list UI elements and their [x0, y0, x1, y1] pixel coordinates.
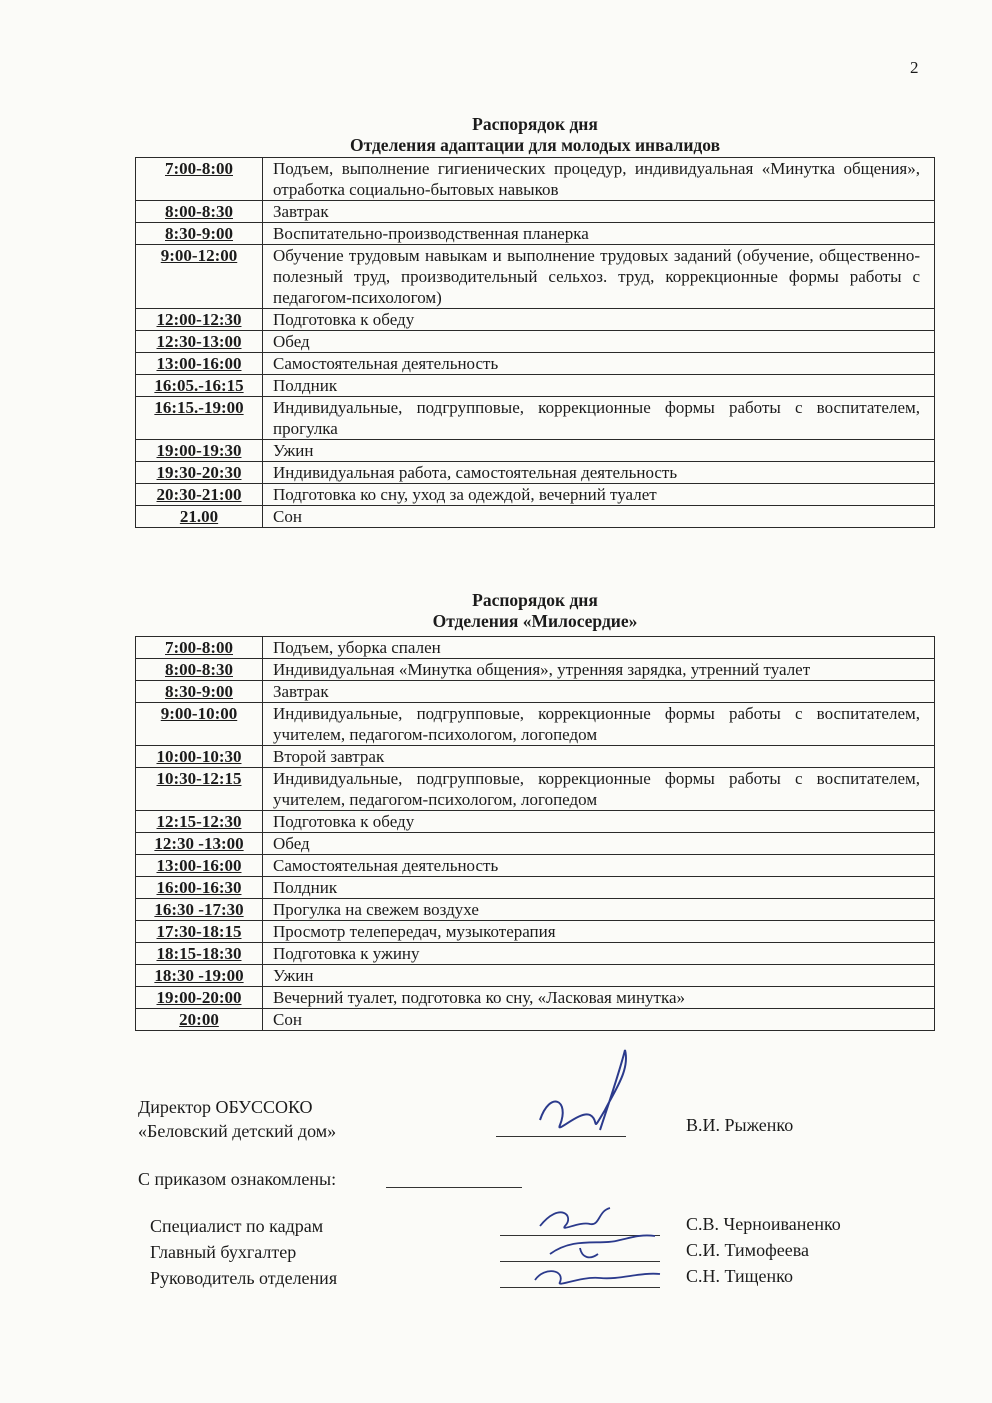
activity-cell: Полдник — [263, 877, 935, 899]
table-row — [136, 397, 935, 440]
table-row — [136, 768, 935, 811]
activity-cell: Самостоятельная деятельность — [263, 353, 935, 375]
time-cell: 18:15-18:30 — [136, 943, 263, 965]
time-cell: 8:00-8:30 — [136, 659, 263, 681]
schedule1-title-line1: Распорядок дня — [472, 114, 598, 134]
table-row — [136, 462, 935, 484]
table-row — [136, 637, 935, 659]
table-row — [136, 877, 935, 899]
activity-cell: Ужин — [263, 965, 935, 987]
table-row — [136, 746, 935, 768]
activity-cell: Обед — [263, 331, 935, 353]
activity-cell: Завтрак — [263, 201, 935, 223]
time-cell: 12:30 -13:00 — [136, 833, 263, 855]
time-cell: 12:30-13:00 — [136, 331, 263, 353]
time-cell: 18:30 -19:00 — [136, 965, 263, 987]
table-row — [136, 855, 935, 877]
director-signature — [530, 1040, 640, 1140]
table-row — [136, 965, 935, 987]
director-title-line1: Директор ОБУССОКО — [138, 1097, 313, 1117]
activity-cell: Подготовка к обеду — [263, 309, 935, 331]
table-row — [136, 375, 935, 397]
table-row — [136, 811, 935, 833]
schedule2-title-line2: Отделения «Милосердие» — [432, 611, 638, 631]
table-row — [136, 353, 935, 375]
time-cell: 7:00-8:00 — [136, 637, 263, 659]
staff-role-accountant: Главный бухгалтер — [150, 1242, 297, 1262]
table-row — [136, 899, 935, 921]
table-row — [136, 921, 935, 943]
time-cell: 19:00-19:30 — [136, 440, 263, 462]
table-row — [136, 943, 935, 965]
activity-cell: Обучение трудовым навыкам и выполнение трудовых заданий (обучение, общественно-полезный труд, производительный сельхоз. труд, коррекционные формы работы с педагогом-психологом) — [263, 245, 935, 309]
schedule2-title-line1: Распорядок дня — [472, 590, 598, 610]
page-number: 2 — [910, 58, 919, 77]
time-cell: 9:00-10:00 — [136, 703, 263, 746]
activity-cell: Подъем, выполнение гигиенических процедур, индивидуальная «Минутка общения», отработка социально-бытовых навыков — [263, 158, 935, 201]
activity-cell: Второй завтрак — [263, 746, 935, 768]
activity-cell: Подготовка ко сну, уход за одеждой, вечерний туалет — [263, 484, 935, 506]
director-title-line2: «Беловский детский дом» — [138, 1121, 337, 1141]
time-cell: 16:15.-19:00 — [136, 397, 263, 440]
time-cell: 10:30-12:15 — [136, 768, 263, 811]
activity-cell: Просмотр телепередач, музыкотерапия — [263, 921, 935, 943]
activity-cell: Индивидуальная «Минутка общения», утренняя зарядка, утренний туалет — [263, 659, 935, 681]
table-row — [136, 440, 935, 462]
time-cell: 8:00-8:30 — [136, 201, 263, 223]
time-cell: 21.00 — [136, 506, 263, 528]
time-cell: 12:15-12:30 — [136, 811, 263, 833]
time-cell: 19:00-20:00 — [136, 987, 263, 1009]
table-row — [136, 833, 935, 855]
activity-cell: Сон — [263, 1009, 935, 1031]
time-cell: 16:30 -17:30 — [136, 899, 263, 921]
table-row — [136, 201, 935, 223]
acquainted-label: С приказом ознакомлены: — [138, 1169, 337, 1189]
time-cell: 10:00-10:30 — [136, 746, 263, 768]
time-cell: 17:30-18:15 — [136, 921, 263, 943]
table-row — [136, 309, 935, 331]
staff-role-dept-head: Руководитель отделения — [150, 1268, 338, 1288]
activity-cell: Сон — [263, 506, 935, 528]
staff-name-dept-head: С.Н. Тищенко — [686, 1266, 793, 1286]
staff-role-hr: Специалист по кадрам — [150, 1216, 324, 1236]
activity-cell: Подготовка к обеду — [263, 811, 935, 833]
table-row — [136, 681, 935, 703]
activity-cell: Самостоятельная деятельность — [263, 855, 935, 877]
time-cell: 16:05.-16:15 — [136, 375, 263, 397]
activity-cell: Индивидуальные, подгрупповые, коррекционные формы работы с воспитателем, учителем, педагогом-психологом, логопедом — [263, 768, 935, 811]
time-cell: 8:30-9:00 — [136, 223, 263, 245]
activity-cell: Индивидуальная работа, самостоятельная деятельность — [263, 462, 935, 484]
table-row — [136, 659, 935, 681]
schedule1-title — [135, 114, 935, 156]
table-row — [136, 987, 935, 1009]
schedule1-title-line2: Отделения адаптации для молодых инвалидов — [349, 135, 721, 155]
time-cell: 16:00-16:30 — [136, 877, 263, 899]
activity-cell: Подготовка к ужину — [263, 943, 935, 965]
time-cell: 13:00-16:00 — [136, 855, 263, 877]
activity-cell: Полдник — [263, 375, 935, 397]
director-name: В.И. Рыженко — [686, 1115, 794, 1135]
schedule2-table — [135, 636, 935, 1031]
activity-cell: Подъем, уборка спален — [263, 637, 935, 659]
time-cell: 12:00-12:30 — [136, 309, 263, 331]
time-cell: 20:30-21:00 — [136, 484, 263, 506]
table-row — [136, 703, 935, 746]
staff-name-accountant: С.И. Тимофеева — [686, 1240, 809, 1260]
schedule1-table — [135, 157, 935, 528]
time-cell: 9:00-12:00 — [136, 245, 263, 309]
time-cell: 19:30-20:30 — [136, 462, 263, 484]
activity-cell: Индивидуальные, подгрупповые, коррекционные формы работы с воспитателем, учителем, педагогом-психологом, логопедом — [263, 703, 935, 746]
activity-cell: Ужин — [263, 440, 935, 462]
table-row — [136, 331, 935, 353]
table-row — [136, 158, 935, 201]
activity-cell: Прогулка на свежем воздухе — [263, 899, 935, 921]
table-row — [136, 223, 935, 245]
time-cell: 20:00 — [136, 1009, 263, 1031]
time-cell: 7:00-8:00 — [136, 158, 263, 201]
table-row — [136, 245, 935, 309]
acquainted-line — [386, 1187, 522, 1188]
staff-name-hr: С.В. Черноиваненко — [686, 1214, 841, 1234]
staff-signatures — [520, 1196, 670, 1292]
activity-cell: Обед — [263, 833, 935, 855]
time-cell: 8:30-9:00 — [136, 681, 263, 703]
schedule2-title — [135, 590, 935, 632]
activity-cell: Завтрак — [263, 681, 935, 703]
table-row — [136, 1009, 935, 1031]
time-cell: 13:00-16:00 — [136, 353, 263, 375]
table-row — [136, 484, 935, 506]
table-row — [136, 506, 935, 528]
activity-cell: Вечерний туалет, подготовка ко сну, «Ласковая минутка» — [263, 987, 935, 1009]
activity-cell: Воспитательно-производственная планерка — [263, 223, 935, 245]
activity-cell: Индивидуальные, подгрупповые, коррекционные формы работы с воспитателем, прогулка — [263, 397, 935, 440]
